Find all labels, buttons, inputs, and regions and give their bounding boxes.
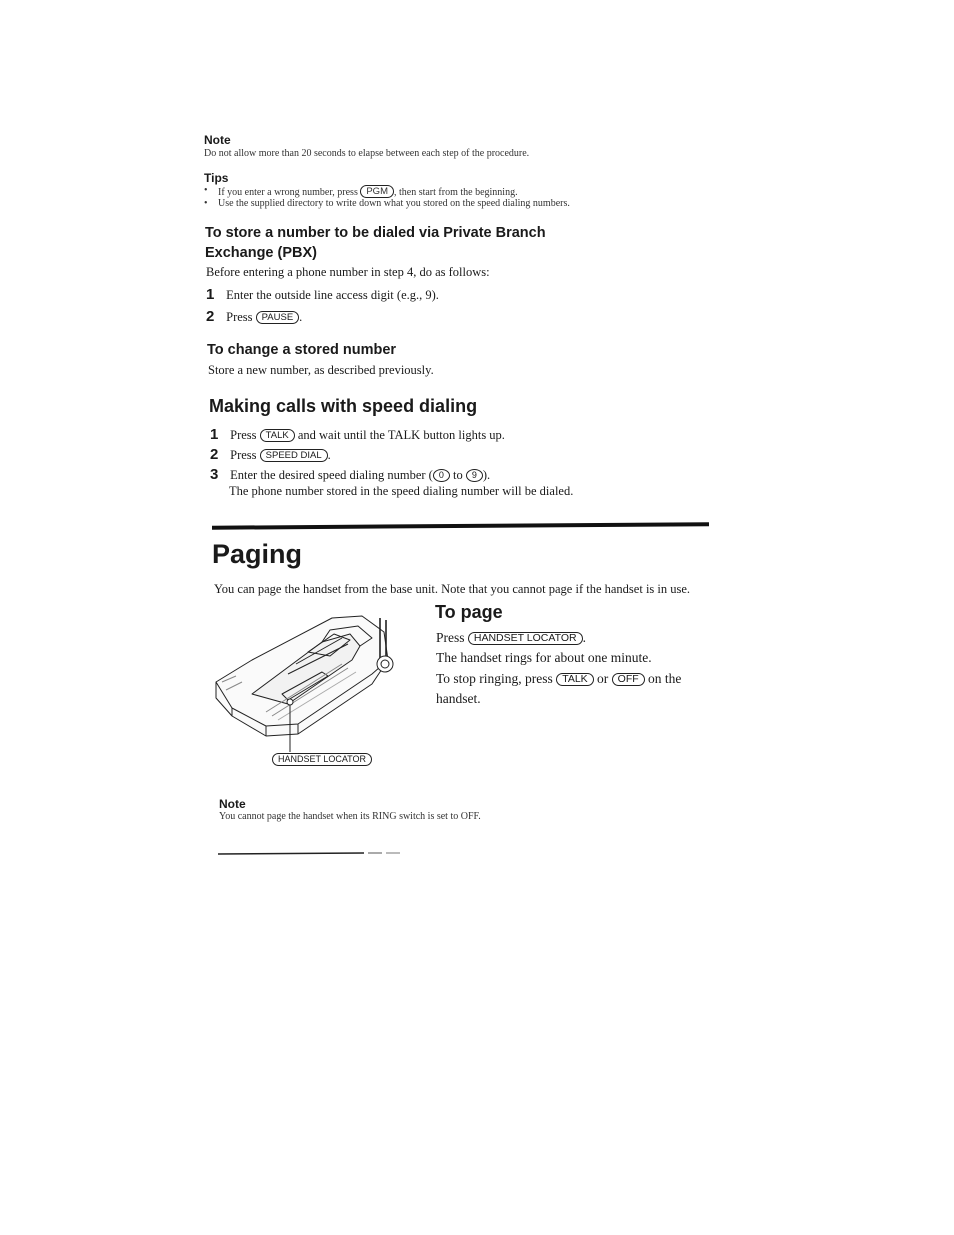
handset-locator-label: HANDSET LOCATOR xyxy=(272,753,372,766)
step-text: Press xyxy=(226,310,253,324)
step-text: and wait until the TALK button lights up. xyxy=(297,428,505,442)
change-text: Store a new number, as described previously. xyxy=(208,363,434,377)
to-page-heading: To page xyxy=(435,602,503,622)
pgm-key: PGM xyxy=(360,185,394,198)
digit-9-key: 9 xyxy=(466,469,483,482)
pbx-heading-line: Exchange (PBX) xyxy=(205,245,317,261)
tip-item: • Use the supplied directory to write down what you stored on the speed dialing numbers. xyxy=(204,198,570,209)
to-page-line-2: The handset rings for about one minute. xyxy=(436,650,652,665)
to-page-line-3 xyxy=(436,671,681,687)
step-number: 1 xyxy=(210,426,219,443)
speed-step-2 xyxy=(210,446,331,463)
talk-key: TALK xyxy=(260,429,295,442)
step-number: 1 xyxy=(206,286,215,303)
tips-list xyxy=(204,185,570,209)
step-text: Enter the desired speed dialing number ( xyxy=(230,468,433,482)
step-text: Press xyxy=(230,428,257,442)
tips-label: Tips xyxy=(204,171,229,185)
note-text: You cannot page the handset when its RING switch is set to OFF. xyxy=(219,811,481,822)
step-text: . xyxy=(327,448,331,462)
digit-0-key: 0 xyxy=(433,469,450,482)
paging-title: Paging xyxy=(212,539,303,569)
to-page-line-1 xyxy=(436,630,586,646)
tip-text: , then start from the beginning. xyxy=(393,187,518,198)
speed-step-1 xyxy=(210,426,505,443)
step-text: ). xyxy=(482,468,491,482)
step-text: on the xyxy=(648,671,682,686)
off-key: OFF xyxy=(612,673,645,686)
step-text: to xyxy=(452,468,463,482)
pbx-step-1 xyxy=(206,286,439,303)
note-text: Do not allow more than 20 seconds to elapse between each step of the procedure. xyxy=(204,148,530,159)
bottom-rule xyxy=(218,850,402,856)
step-text: To stop ringing, press xyxy=(436,671,553,686)
speed-heading: Making calls with speed dialing xyxy=(209,396,478,416)
pbx-intro: Before entering a phone number in step 4, do as follows: xyxy=(206,265,490,279)
tip-text: If you enter a wrong number, press xyxy=(218,187,358,198)
tip-item xyxy=(204,185,570,198)
step-number: 2 xyxy=(206,308,215,325)
pbx-step-2 xyxy=(206,308,302,325)
base-unit-illustration xyxy=(212,612,402,762)
pbx-heading xyxy=(205,223,546,263)
step-number: 2 xyxy=(210,446,219,463)
step-text: or xyxy=(597,671,609,686)
step-text: . xyxy=(299,310,303,324)
note-label: Note xyxy=(204,133,231,147)
note-label: Note xyxy=(219,797,246,811)
paging-intro: You can page the handset from the base unit. Note that you cannot page if the handset is in use. xyxy=(214,582,691,596)
step-text: Enter the outside line access digit (e.g., 9). xyxy=(226,288,439,302)
step-text: . xyxy=(582,630,586,645)
talk-key: TALK xyxy=(556,673,593,686)
figure-callout xyxy=(272,750,372,768)
pause-key: PAUSE xyxy=(256,311,300,324)
step-number: 3 xyxy=(210,466,219,483)
handset-locator-key: HANDSET LOCATOR xyxy=(468,632,583,645)
step-text: Press xyxy=(230,448,257,462)
speed-step-3 xyxy=(210,466,490,483)
speed-step-3-note: The phone number stored in the speed dialing number will be dialed. xyxy=(229,484,574,498)
pbx-heading-line: To store a number to be dialed via Private Branch xyxy=(205,225,546,241)
to-page-line-4: handset. xyxy=(436,691,481,706)
step-text: Press xyxy=(436,630,465,645)
section-divider xyxy=(212,522,709,529)
change-heading: To change a stored number xyxy=(207,342,397,358)
speed-dial-key: SPEED DIAL xyxy=(260,449,328,462)
